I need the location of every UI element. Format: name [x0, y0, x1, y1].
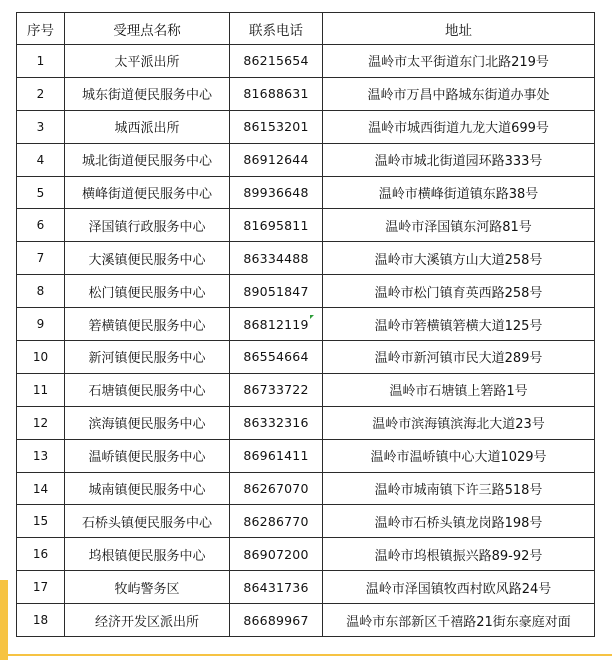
row-number-cell: 4 [17, 143, 65, 176]
table-row [17, 604, 595, 637]
address-cell: 温岭市石桥头镇龙岗路198号 [323, 505, 595, 538]
table-row [17, 439, 595, 472]
row-number-cell: 7 [17, 242, 65, 275]
contact-phone-cell: 86332316 [230, 406, 323, 439]
contact-phone-cell: 86286770 [230, 505, 323, 538]
row-number-cell: 3 [17, 110, 65, 143]
service-point-name-cell: 石桥头镇便民服务中心 [65, 505, 230, 538]
table-row [17, 505, 595, 538]
address-cell: 温岭市泽国镇牧西村欧风路24号 [323, 571, 595, 604]
address-cell: 温岭市大溪镇方山大道258号 [323, 242, 595, 275]
contact-phone-cell: 86267070 [230, 472, 323, 505]
address-cell: 温岭市东部新区千禧路21街东豪庭对面 [323, 604, 595, 637]
table-row [17, 538, 595, 571]
contact-phone-cell: 81695811 [230, 209, 323, 242]
address-cell: 温岭市横峰街道镇东路38号 [323, 176, 595, 209]
row-number-cell: 15 [17, 505, 65, 538]
left-accent-bar [0, 580, 8, 660]
service-point-name-cell: 坞根镇便民服务中心 [65, 538, 230, 571]
row-number-cell: 10 [17, 341, 65, 374]
service-point-name-cell: 石塘镇便民服务中心 [65, 373, 230, 406]
service-point-name-cell: 横峰街道便民服务中心 [65, 176, 230, 209]
table-row [17, 373, 595, 406]
row-number-cell: 12 [17, 406, 65, 439]
table-row [17, 275, 595, 308]
address-cell: 温岭市新河镇市民大道289号 [323, 341, 595, 374]
service-point-name-cell: 经济开发区派出所 [65, 604, 230, 637]
address-cell: 温岭市箬横镇箬横大道125号 [323, 308, 595, 341]
service-point-name-cell: 城南镇便民服务中心 [65, 472, 230, 505]
row-number-cell: 9 [17, 308, 65, 341]
contact-phone-cell: 86153201 [230, 110, 323, 143]
contact-phone-cell: 86215654 [230, 45, 323, 78]
service-point-name-cell: 城北街道便民服务中心 [65, 143, 230, 176]
header-phone: 联系电话 [230, 13, 323, 45]
contact-phone-cell: 86961411 [230, 439, 323, 472]
service-point-name-cell: 新河镇便民服务中心 [65, 341, 230, 374]
contact-phone-cell: 81688631 [230, 77, 323, 110]
address-cell: 温岭市松门镇育英西路258号 [323, 275, 595, 308]
row-number-cell: 5 [17, 176, 65, 209]
table-row [17, 472, 595, 505]
table-row [17, 77, 595, 110]
row-number-cell: 11 [17, 373, 65, 406]
table-row [17, 45, 595, 78]
table-row [17, 406, 595, 439]
contact-phone-cell: 86554664 [230, 341, 323, 374]
header-no: 序号 [17, 13, 65, 45]
service-point-name-cell: 温峤镇便民服务中心 [65, 439, 230, 472]
table-header-row [17, 13, 595, 45]
row-number-cell: 16 [17, 538, 65, 571]
contact-phone-cell: 89936648 [230, 176, 323, 209]
service-point-name-cell: 牧屿警务区 [65, 571, 230, 604]
service-point-name-cell: 城西派出所 [65, 110, 230, 143]
row-number-cell: 8 [17, 275, 65, 308]
service-point-name-cell: 城东街道便民服务中心 [65, 77, 230, 110]
contact-phone-cell: 86733722 [230, 373, 323, 406]
service-point-table [16, 12, 595, 637]
service-point-name-cell: 太平派出所 [65, 45, 230, 78]
service-point-name-cell: 箬横镇便民服务中心 [65, 308, 230, 341]
table-row [17, 341, 595, 374]
address-cell: 温岭市泽国镇东河路81号 [323, 209, 595, 242]
address-cell: 温岭市太平街道东门北路219号 [323, 45, 595, 78]
address-cell: 温岭市城西街道九龙大道699号 [323, 110, 595, 143]
contact-phone-cell: 86912644 [230, 143, 323, 176]
service-point-name-cell: 滨海镇便民服务中心 [65, 406, 230, 439]
table-row [17, 571, 595, 604]
contact-phone-cell: 86431736 [230, 571, 323, 604]
bottom-accent-line [0, 654, 612, 656]
table-row [17, 110, 595, 143]
address-cell: 温岭市滨海镇滨海北大道23号 [323, 406, 595, 439]
address-cell: 温岭市温峤镇中心大道1029号 [323, 439, 595, 472]
table-row [17, 242, 595, 275]
header-name: 受理点名称 [65, 13, 230, 45]
table-body [17, 45, 595, 637]
address-cell: 温岭市城北街道园环路333号 [323, 143, 595, 176]
header-address: 地址 [323, 13, 595, 45]
address-cell: 温岭市万昌中路城东街道办事处 [323, 77, 595, 110]
address-cell: 温岭市城南镇下许三路518号 [323, 472, 595, 505]
table-row [17, 308, 595, 341]
service-point-name-cell: 泽国镇行政服务中心 [65, 209, 230, 242]
service-point-name-cell: 大溪镇便民服务中心 [65, 242, 230, 275]
row-number-cell: 2 [17, 77, 65, 110]
contact-phone-cell: 86334488 [230, 242, 323, 275]
address-cell: 温岭市石塘镇上箬路1号 [323, 373, 595, 406]
contact-phone-cell: 86907200 [230, 538, 323, 571]
row-number-cell: 17 [17, 571, 65, 604]
row-number-cell: 18 [17, 604, 65, 637]
table-row [17, 209, 595, 242]
contact-phone-cell: 86812119 [230, 308, 323, 341]
row-number-cell: 1 [17, 45, 65, 78]
contact-phone-cell: 86689967 [230, 604, 323, 637]
table-row [17, 176, 595, 209]
row-number-cell: 14 [17, 472, 65, 505]
contact-phone-cell: 89051847 [230, 275, 323, 308]
table-row [17, 143, 595, 176]
service-point-name-cell: 松门镇便民服务中心 [65, 275, 230, 308]
row-number-cell: 13 [17, 439, 65, 472]
address-cell: 温岭市坞根镇振兴路89-92号 [323, 538, 595, 571]
row-number-cell: 6 [17, 209, 65, 242]
